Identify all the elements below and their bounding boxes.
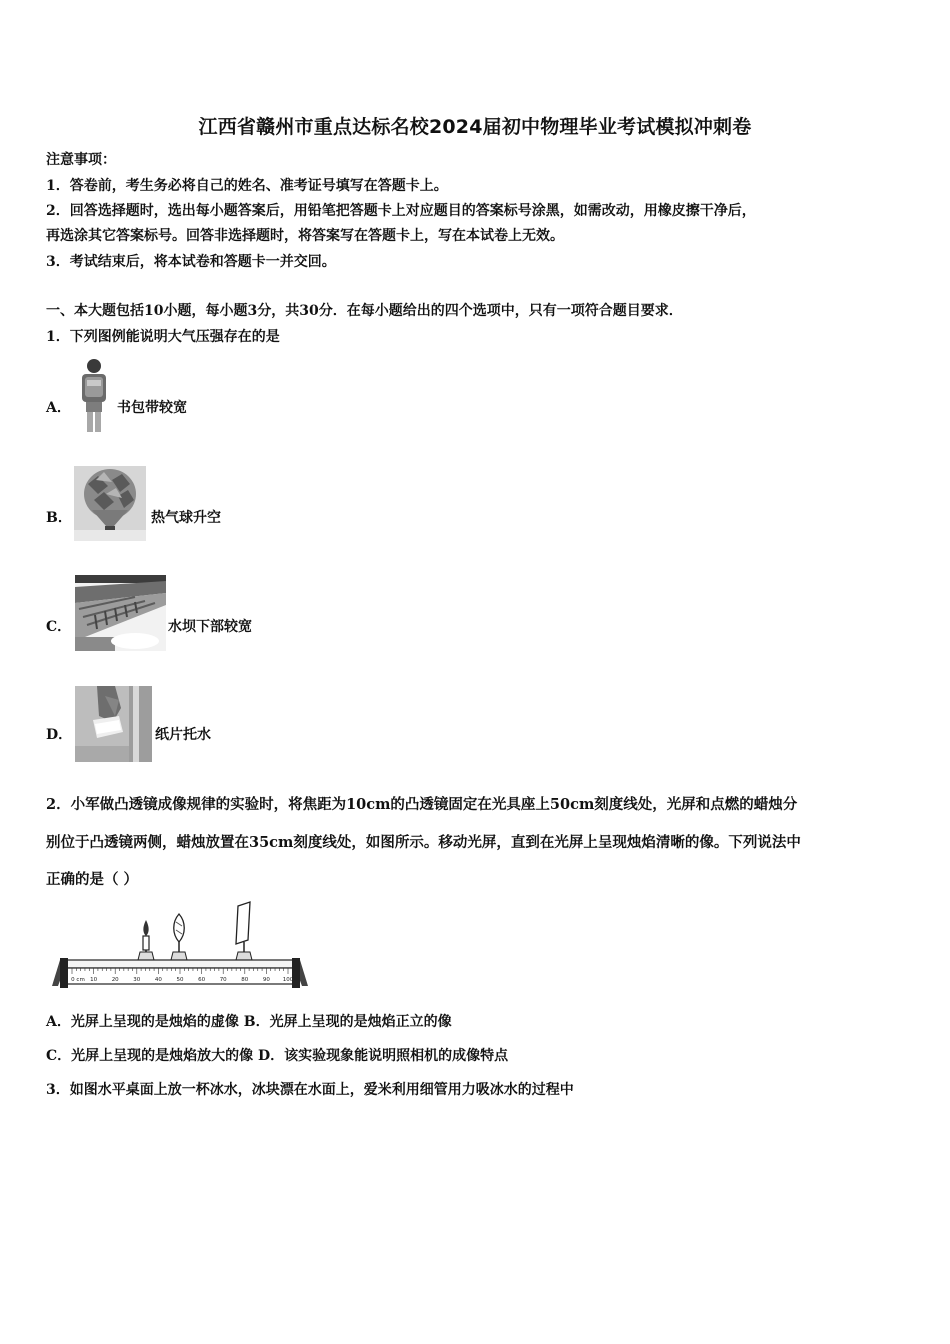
dam-image — [75, 575, 166, 651]
bench-tick-label: 40 — [154, 977, 162, 983]
paper-holds-water-image — [75, 686, 152, 762]
bench-tick-label: 20 — [111, 977, 119, 983]
convex-lens — [174, 914, 185, 942]
bench-tick-label: 80 — [241, 977, 249, 983]
hot-air-balloon-image — [74, 466, 146, 541]
candle-flame — [143, 920, 148, 936]
bench-tick-label: 10 — [90, 977, 98, 983]
candle — [143, 936, 149, 950]
q1-option-b-text: 热气球升空 — [151, 510, 221, 526]
bench-tick-label: 70 — [219, 977, 227, 983]
q1-option-a-text: 书包带较宽 — [117, 400, 187, 416]
q1-stem: 1．下列图例能说明大气压强存在的是 — [46, 329, 280, 345]
q1-option-d-letter: D． — [46, 727, 73, 743]
notice-heading: 注意事项： — [46, 152, 116, 168]
bench-tick-label: 100 — [282, 977, 294, 983]
q2-options-line: A．光屏上呈现的是烛焰的虚像 B．光屏上呈现的是烛焰正立的像 — [46, 1014, 452, 1030]
light-screen — [236, 902, 250, 944]
q2-stem-line: 2．小军做凸透镜成像规律的实验时，将焦距为10cm的凸透镜固定在光具座上50cm刻度线处，光屏和点燃的蜡烛分 — [46, 796, 798, 813]
notice-item: 2．回答选择题时，选出每小题答案后，用铅笔把答题卡上对应题目的答案标号涂黑，如需改动，用橡皮擦干净后， — [46, 203, 756, 219]
bench-tick-label: 60 — [198, 977, 206, 983]
q1-option-b-letter: B． — [46, 510, 72, 526]
q1-option-c-text: 水坝下部较宽 — [168, 619, 252, 635]
bench-tick-label: 0 cm — [71, 977, 85, 983]
q1-option-d-text: 纸片托水 — [155, 727, 211, 743]
optical-bench-figure — [50, 900, 310, 992]
q2-options-line: C．光屏上呈现的是烛焰放大的像 D．该实验现象能说明照相机的成像特点 — [46, 1048, 509, 1064]
notice-item: 1．答卷前，考生务必将自己的姓名、准考证号填写在答题卡上。 — [46, 178, 448, 194]
q3-stem: 3．如图水平桌面上放一杯冰水，冰块漂在水面上，爱米利用细管用力吸冰水的过程中 — [46, 1082, 574, 1098]
q2-stem-line: 正确的是（ ） — [46, 871, 139, 888]
notice-item: 再选涂其它答案标号。回答非选择题时，将答案写在答题卡上，写在本试卷上无效。 — [46, 228, 564, 244]
bench-tick-label: 90 — [262, 977, 270, 983]
bench-rail — [64, 960, 296, 968]
q1-option-a-letter: A． — [46, 400, 71, 416]
q2-stem-line: 别位于凸透镜两侧，蜡烛放置在35cm刻度线处，如图所示。移动光屏，直到在光屏上呈现烛焰清晰的像。下列说法中 — [46, 834, 801, 851]
exam-title: 江西省赣州市重点达标名校2024届初中物理毕业考试模拟冲刺卷 — [198, 116, 752, 138]
bench-tick-label: 50 — [176, 977, 184, 983]
backpack-student-image — [74, 358, 114, 434]
section-heading: 一、本大题包括10小题，每小题3分，共30分．在每小题给出的四个选项中，只有一项符合题目要求． — [46, 303, 683, 319]
notice-item: 3．考试结束后，将本试卷和答题卡一并交回。 — [46, 254, 336, 270]
optical-bench-svg — [50, 900, 310, 992]
q1-option-c-letter: C． — [46, 619, 72, 635]
bench-tick-label: 30 — [133, 977, 141, 983]
